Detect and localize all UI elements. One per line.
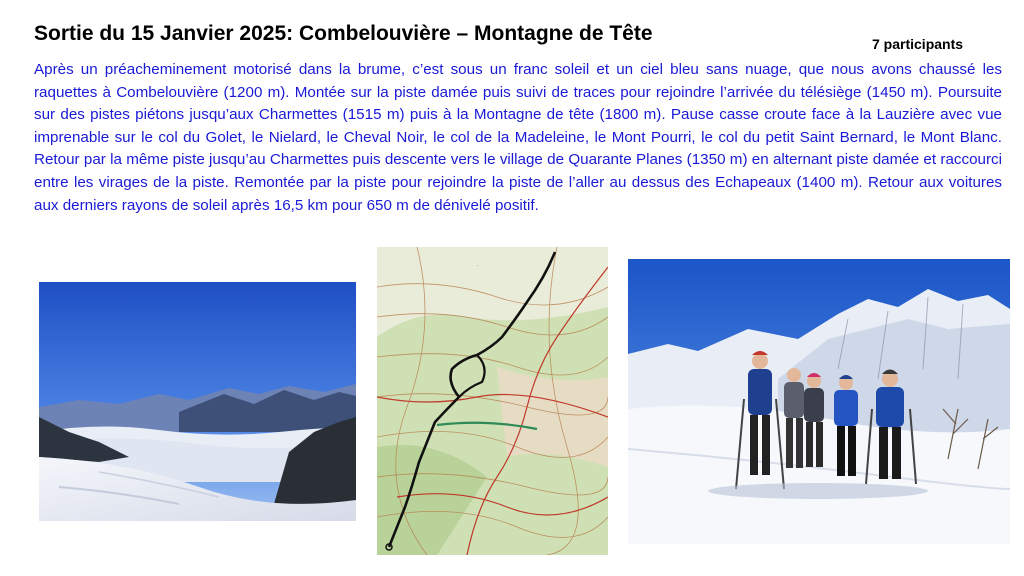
slide-title: Sortie du 15 Janvier 2025: Combelouvière – Montagne de Tête xyxy=(34,22,653,45)
svg-text:·: · xyxy=(477,263,479,269)
participants-count: 7 participants xyxy=(872,36,964,52)
sea-of-clouds-photo xyxy=(39,282,356,521)
outing-description: Après un préacheminement motorisé dans la brume, c’est sous un franc soleil et un ciel bleu sans nuage, que nous avons chaussé les raquettes à Combelouvière (1200 m). Montée sur la piste damée puis suivi de traces pour rejoindre l’arrivée du télésiège (1450 m). Poursuite sur des pistes piétons jusqu’aux Charmettes (1515 m) puis à la Montagne de tête (1800 m). Pause casse croute face à la Lauzière avec vue imprenable sur le col du Golet, le Nielard, le Cheval Noir, le col de la Madeleine, le Mont Pourri, le col du petit Saint Bernard, le Mont Blanc. Retour par la même piste jusqu’au Charmettes puis descente vers le village de Quarante Planes (1350 m) en alternant piste damée et raccourci entre les virages de la piste. Remontée par la piste pour rejoindre la piste de l’aller au dessus des Echapeaux (1400 m). Retour aux voitures aux derniers rayons de soleil après 16,5 km pour 650 m de dénivelé positif. xyxy=(34,61,1002,214)
group-snowshoers-photo xyxy=(628,259,1010,544)
route-map-image xyxy=(377,247,608,555)
